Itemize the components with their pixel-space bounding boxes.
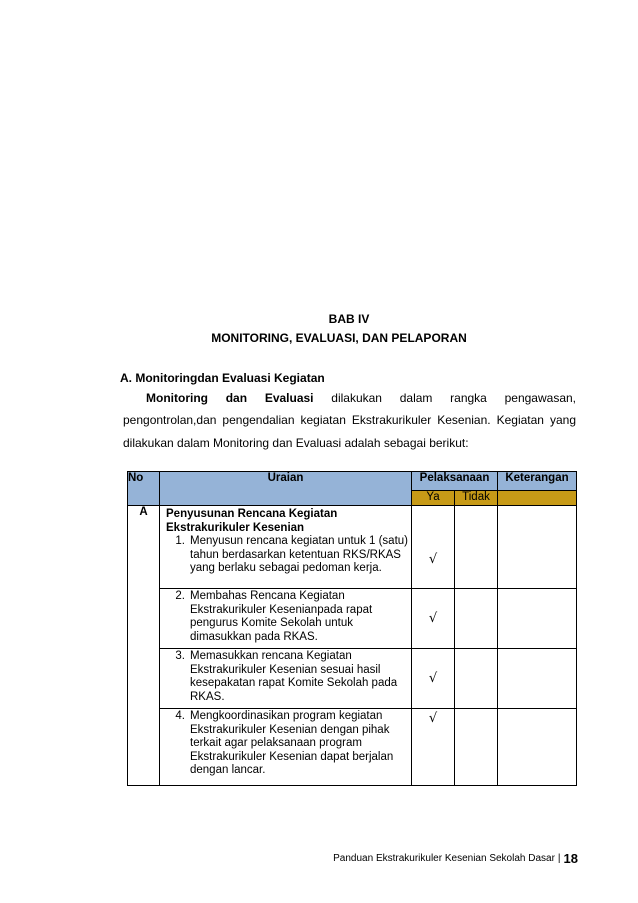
paragraph-line-1 [146,391,576,405]
header-uraian: Uraian [160,472,412,506]
header-keterangan: Keterangan [498,472,577,491]
uraian-cell [160,709,412,786]
tidak-cell [455,709,498,786]
header-pelaksanaan: Pelaksanaan [412,472,498,491]
ya-cell [412,649,455,709]
item-text: Memasukkan rencana Kegiatan Ekstrakurikuler Kesenian sesuai hasil kesepakatan rapat Komite Sekolah pada RKAS. [190,650,398,703]
evaluation-table [127,471,577,786]
keterangan-cell [498,709,577,786]
section-heading: A. Monitoringdan Evaluasi Kegiatan [120,371,325,385]
item-number: 2. [175,590,185,602]
header-keterangan-sub [498,491,577,506]
uraian-cell [160,506,412,589]
group-title: Penyusunan Rencana Kegiatan Ekstrakurikuler Kesenian [166,508,338,534]
check-mark-icon: √ [428,671,438,686]
item-number: 4. [175,710,185,722]
paragraph-line-3: dilakukan dalam Monitoring dan Evaluasi adalah sebagai berikut: [123,436,469,450]
footer-separator: | [557,853,561,864]
footer-title: Panduan Ekstrakurikuler Kesenian Sekolah Dasar [333,853,555,864]
ya-cell [412,709,455,786]
item-text: Menyusun rencana kegiatan untuk 1 (satu) tahun berdasarkan ketentuan RKS/RKAS yang berlaku sebagai pedoman kerja. [190,535,408,574]
item-text: Mengkoordinasikan program kegiatan Ekstrakurikuler Kesenian dengan pihak terkait agar pelaksanaan program Ekstrakurikuler Kesenian dapat berjalan dengan lancar. [190,710,394,776]
item-number: 1. [175,535,185,547]
header-tidak: Tidak [455,491,498,506]
header-no: No [128,472,160,506]
table-row [128,649,577,709]
check-mark-icon: √ [428,711,438,726]
paragraph-line-1-rest: dilakukan dalam rangka pengawasan, [331,391,577,405]
ya-cell [412,589,455,649]
table-row [128,506,577,589]
tidak-cell [455,589,498,649]
group-number: A [128,506,160,786]
list-item [160,649,411,708]
tidak-cell [455,649,498,709]
chapter-title: MONITORING, EVALUASI, DAN PELAPORAN [211,331,467,345]
page-footer [333,851,578,866]
ya-cell [412,506,455,589]
paragraph-line-2: pengontrolan,dan pengendalian kegiatan Ekstrakurikuler Kesenian. Kegiatan yang [123,413,576,427]
keterangan-cell [498,649,577,709]
uraian-cell [160,649,412,709]
header-ya: Ya [412,491,455,506]
list-item [160,709,411,782]
keterangan-cell [498,506,577,589]
uraian-cell [160,589,412,649]
check-mark-icon: √ [428,551,438,567]
list-item [160,589,411,648]
page-number: 18 [563,851,578,866]
tidak-cell [455,506,498,589]
table-row [128,709,577,786]
item-text: Membahas Rencana Kegiatan Ekstrakurikuler Kesenianpada rapat pengurus Komite Sekolah untuk dimasukkan pada RKAS. [190,590,373,643]
list-item [160,535,411,580]
item-number: 3. [175,650,185,662]
check-mark-icon: √ [428,611,438,626]
paragraph-bold-lead: Monitoring dan Evaluasi [146,391,314,405]
chapter-number: BAB IV [328,312,370,326]
table-row [128,589,577,649]
keterangan-cell [498,589,577,649]
